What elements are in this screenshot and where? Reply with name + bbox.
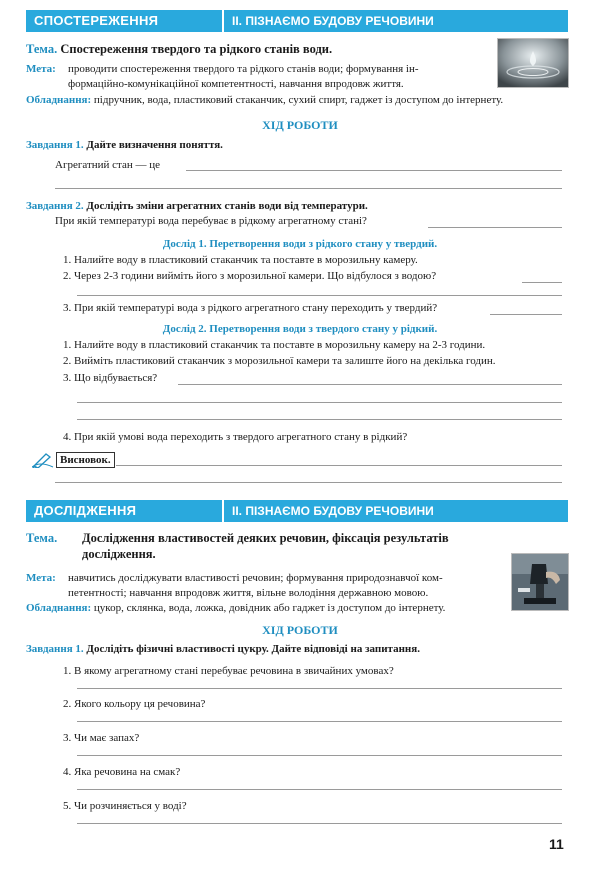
equipment-label: Обладнання: — [26, 94, 92, 106]
procedure-heading: ХІД РОБОТИ — [262, 623, 338, 637]
procedure-heading: ХІД РОБОТИ — [262, 118, 338, 132]
answer-line[interactable] — [77, 295, 562, 296]
topic-label: Тема. — [26, 531, 58, 545]
experiment-1-step: 1. Налийте воду в пластиковий стаканчик та поставте в морозильну камеру. — [63, 254, 418, 266]
experiment-2-step: 2. Вийміть пластиковий стаканчик з морозильної камери та залиште його на декілька годин. — [63, 355, 496, 367]
pen-icon — [32, 452, 54, 468]
experiment-1-step: 3. При якій температурі вода з рідкого агрегатного стану переходить у твердий? — [63, 302, 438, 314]
goal-line-2 — [26, 572, 56, 584]
equipment-line — [26, 602, 445, 614]
section-tag: ДОСЛІДЖЕННЯ — [34, 503, 137, 518]
goal-label: Мета: — [26, 63, 56, 75]
lab-photo — [511, 553, 569, 611]
experiment-2-step: 1. Налийте воду в пластиковий стаканчик та поставте в морозильну камеру на 2-3 години. — [63, 339, 486, 351]
question-item: 3. Чи має запах? — [63, 732, 140, 744]
liquid-temp-question: При якій температурі вода перебуває в рідкому агрегатному стані? — [55, 215, 367, 227]
answer-line[interactable] — [55, 188, 562, 189]
task-2-text: Дослідіть зміни агрегатних станів води від температури. — [86, 200, 368, 212]
experiment-2-heading: Дослід 2. Перетворення води з твердого стану у рідкий. — [162, 323, 438, 335]
answer-line[interactable] — [77, 688, 562, 689]
answer-line[interactable] — [522, 282, 562, 283]
question-item: 2. Якого кольору ця речовина? — [63, 698, 206, 710]
equipment-text: підручник, вода, пластиковий стаканчик, сухий спирт, гаджет із доступом до інтернету. — [93, 94, 504, 106]
header-divider — [222, 10, 224, 32]
answer-line[interactable] — [116, 465, 562, 466]
goal-text-1: проводити спостереження твердого та рідкого станів води; формування ін- — [68, 63, 419, 75]
topic-line — [26, 42, 332, 57]
experiment-2-step: 4. При якій умові вода переходить з твердого агрегатного стану в рідкий? — [63, 431, 408, 443]
section-header-bar — [26, 10, 568, 32]
water-drop-icon — [498, 39, 568, 87]
answer-line[interactable] — [77, 419, 562, 420]
task-1-text: Дайте визначення поняття. — [86, 139, 223, 151]
goal-text-2: петентності; навчання впродовж життя, вільне володіння державною мовою. — [68, 587, 429, 599]
answer-line[interactable] — [77, 823, 562, 824]
goal-text-1: навчитись досліджувати властивості речовин; формування природознавчої ком- — [68, 572, 443, 584]
microscope-icon — [512, 554, 568, 610]
topic-label: Тема. — [26, 42, 58, 56]
page-number: 11 — [549, 836, 564, 852]
goal-label: Мета: — [26, 572, 56, 584]
aggregate-state-prompt: Агрегатний стан — це — [55, 159, 161, 171]
answer-line[interactable] — [490, 314, 562, 315]
goal-text-2: формаційно-комунікаційної компетентності, навчання впродовж життя. — [68, 78, 404, 90]
experiment-1-heading: Дослід 1. Перетворення води з рідкого стану у твердий. — [162, 238, 438, 250]
experiment-1-step: 2. Через 2-3 години вийміть його з морозильної камери. Що відбулося з водою? — [63, 270, 437, 282]
answer-line[interactable] — [428, 227, 562, 228]
answer-line[interactable] — [77, 789, 562, 790]
answer-line[interactable] — [77, 755, 562, 756]
conclusion-label: Висновок. — [56, 452, 115, 468]
task-2-label: Завдання 2. — [26, 200, 84, 212]
question-item: 4. Яка речовина на смак? — [63, 766, 181, 778]
section-header-bar — [26, 500, 568, 522]
task-1-line — [26, 643, 420, 655]
topic-text: Спостереження твердого та рідкого станів води. — [60, 42, 333, 56]
equipment-label: Обладнання: — [26, 602, 92, 614]
equipment-text: цукор, склянка, вода, ложка, довідник або гаджет із доступом до інтернету. — [93, 602, 446, 614]
experiment-2-step: 3. Що відбувається? — [63, 372, 158, 384]
question-item: 5. Чи розчиняється у воді? — [63, 800, 187, 812]
header-divider — [222, 500, 224, 522]
answer-line[interactable] — [55, 482, 562, 483]
task-1-line — [26, 139, 223, 151]
goal-line-1 — [26, 63, 56, 75]
topic-label-line — [26, 531, 57, 546]
section-tag: СПОСТЕРЕЖЕННЯ — [34, 13, 159, 28]
water-drop-photo — [497, 38, 569, 88]
answer-line[interactable] — [77, 402, 562, 403]
task-1-text: Дослідіть фізичні властивості цукру. Дайте відповіді на запитання. — [86, 643, 420, 655]
section-title: ІІ. ПІЗНАЄМО БУДОВУ РЕЧОВИНИ — [232, 14, 434, 28]
topic-text-2: дослідження. — [82, 547, 156, 561]
question-item: 1. В якому агрегатному стані перебуває речовина в звичайних умовах? — [63, 665, 394, 677]
answer-line[interactable] — [178, 384, 562, 385]
task-1-label: Завдання 1. — [26, 139, 84, 151]
answer-line[interactable] — [77, 721, 562, 722]
task-1-label: Завдання 1. — [26, 643, 84, 655]
task-2-line — [26, 200, 368, 212]
answer-line[interactable] — [186, 170, 562, 171]
topic-text-1: Дослідження властивостей деяких речовин, фіксація результатів — [82, 531, 449, 545]
section-title: ІІ. ПІЗНАЄМО БУДОВУ РЕЧОВИНИ — [232, 504, 434, 518]
equipment-line — [26, 94, 503, 106]
